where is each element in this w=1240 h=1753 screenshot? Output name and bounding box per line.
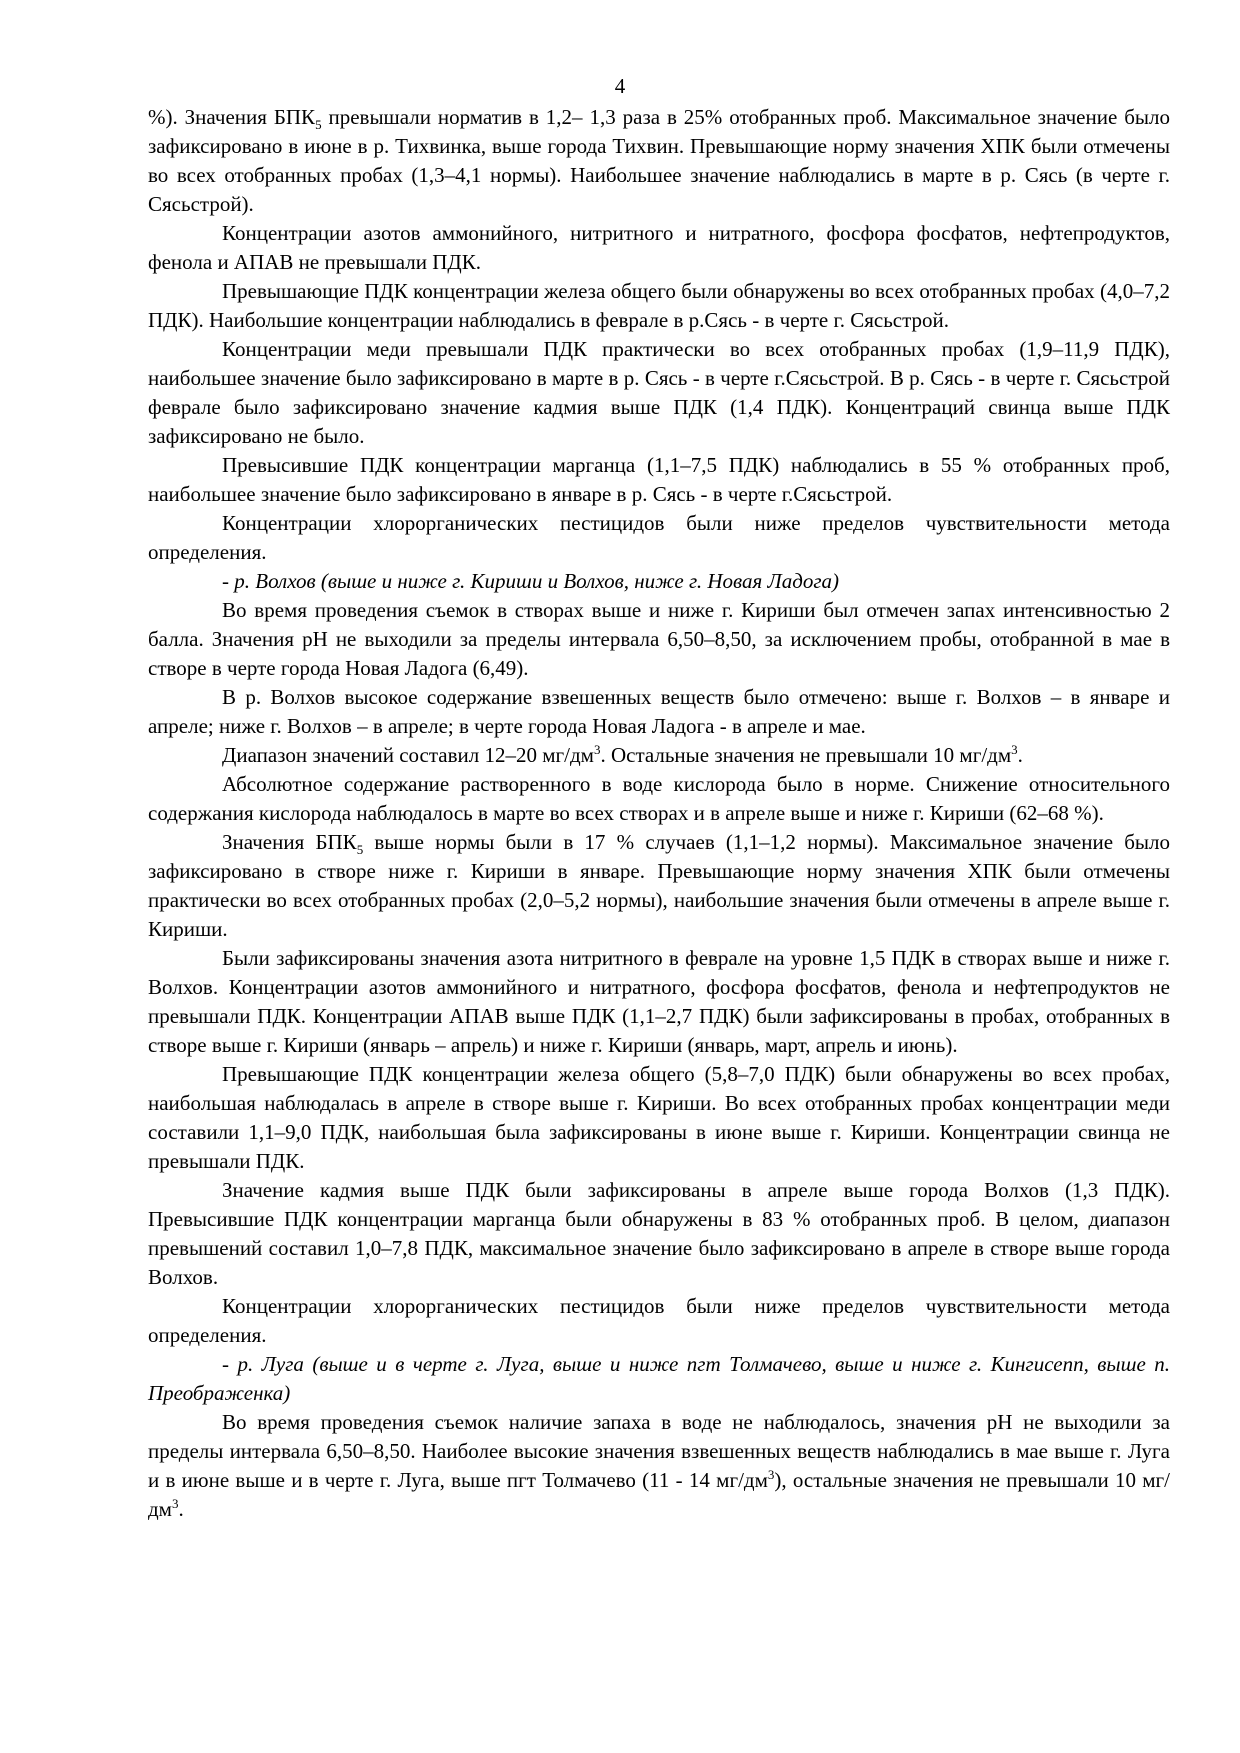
text-run: %). Значения БПК	[148, 105, 316, 129]
text-run: выше нормы были в 17 % случаев (1,1–1,2 нормы). Максимальное значение было зафиксировано в створе ниже г. Кириши в январе. Превышающие норму значения ХПК были отмечены практически во всех отобранных пробах (2,0–5,2 нормы), наибольшие значения были отмечены в апреле выше г. Кириши.	[148, 830, 1170, 941]
paragraph	[148, 219, 1170, 277]
text-run: Концентрации хлорорганических пестицидов были ниже пределов чувствительности метода определения.	[148, 1294, 1170, 1347]
superscript: 3	[1011, 742, 1018, 757]
paragraph	[148, 509, 1170, 567]
text-run: Концентрации азотов аммонийного, нитритного и нитратного, фосфора фосфатов, нефтепродуктов, фенола и АПАВ не превышали ПДК.	[148, 221, 1170, 274]
superscript: 3	[593, 742, 601, 757]
paragraph	[148, 741, 1170, 770]
text-run: Во время проведения съемок наличие запаха в воде не наблюдалось, значения рН не выходили за пределы интервала 6,50–8,50. Наиболее высокие значения взвешенных веществ наблюдались в мае выше г. Луга и в июне выше и в черте г. Луга, выше пгт Толмачево (11 - 14 мг/дм	[148, 1410, 1170, 1492]
text-run: Абсолютное содержание растворенного в воде кислорода было в норме. Снижение относительного содержания кислорода наблюдалось в марте во всех створах и в апреле выше и ниже г. Кириши (62–68 %).	[148, 772, 1170, 825]
paragraph	[148, 1408, 1170, 1524]
paragraph	[148, 451, 1170, 509]
text-run: Значения БПК	[222, 830, 357, 854]
paragraph	[148, 277, 1170, 335]
superscript: 3	[171, 1496, 179, 1511]
paragraph	[148, 944, 1170, 1060]
text-run: Диапазон значений составил 12–20 мг/дм	[222, 743, 594, 767]
subscript: 5	[315, 117, 322, 133]
text-run: .	[178, 1497, 184, 1521]
paragraph	[148, 828, 1170, 944]
text-run: ), остальные значения не превышали 10 мг/дм	[148, 1468, 1170, 1521]
paragraph	[148, 103, 1170, 219]
text-run: Во время проведения съемок в створах выше и ниже г. Кириши был отмечен запах интенсивностью 2 балла. Значения рН не выходили за пределы интервала 6,50–8,50, за исключением пробы, отобранной в мае в створе в черте города Новая Ладога (6,49).	[148, 598, 1170, 680]
text-run: В р. Волхов высокое содержание взвешенных веществ было отмечено: выше г. Волхов – в январе и апреле; ниже г. Волхов – в апреле; в черте города Новая Ладога - в апреле и мае.	[148, 685, 1170, 738]
text-run: превышали норматив в 1,2– 1,3 раза в 25% отобранных проб. Максимальное значение было зафиксировано в июне в р. Тихвинка, выше города Тихвин. Превышающие норму значения ХПК были отмечены во всех отобранных пробах (1,3–4,1 нормы). Наибольшее значение наблюдались в марте в р. Сясь (в черте г. Сясьстрой).	[148, 105, 1170, 216]
text-run: Значение кадмия выше ПДК были зафиксированы в апреле выше города Волхов (1,3 ПДК). Превысившие ПДК концентрации марганца были обнаружены в 83 % отобранных проб. В целом, диапазон превышений составил 1,0–7,8 ПДК, максимальное значение было зафиксировано в апреле в створе выше города Волхов.	[148, 1178, 1170, 1289]
text-run: Концентрации меди превышали ПДК практически во всех отобранных пробах (1,9–11,9 ПДК), наибольшее значение было зафиксировано в марте в р. Сясь - в черте г.Сясьстрой. В р. Сясь - в черте г. Сясьстрой феврале было зафиксировано значение кадмия выше ПДК (1,4 ПДК). Концентраций свинца выше ПДК зафиксировано не было.	[148, 337, 1170, 448]
paragraph	[148, 770, 1170, 828]
text-run: - р. Волхов (выше и ниже г. Кириши и Волхов, ниже г. Новая Ладога)	[222, 569, 840, 593]
text-run: Были зафиксированы значения азота нитритного в феврале на уровне 1,5 ПДК в створах выше и ниже г. Волхов. Концентрации азотов аммонийного и нитратного, фосфора фосфатов, фенола и нефтепродуктов не превышали ПДК. Концентрации АПАВ выше ПДК (1,1–2,7 ПДК) были зафиксированы в пробах, отобранных в створе выше г. Кириши (январь – апрель) и ниже г. Кириши (январь, март, апрель и июнь).	[148, 946, 1170, 1057]
text-run: .	[1017, 743, 1023, 767]
paragraph	[148, 1292, 1170, 1350]
text-run: . Остальные значения не превышали 10 мг/дм	[600, 743, 1012, 767]
section-subheading	[148, 1350, 1170, 1408]
text-run: Концентрации хлорорганических пестицидов были ниже пределов чувствительности метода определения.	[148, 511, 1170, 564]
text-run: Превышающие ПДК концентрации железа общего (5,8–7,0 ПДК) были обнаружены во всех пробах, наибольшая наблюдалась в апреле в створе выше г. Кириши. Во всех отобранных пробах концентрации меди составили 1,1–9,0 ПДК, наибольшая была зафиксированы в июне выше г. Кириши. Концентрации свинца не превышали ПДК.	[148, 1062, 1170, 1173]
paragraph	[148, 1060, 1170, 1176]
superscript: 3	[767, 1467, 775, 1482]
paragraph	[148, 596, 1170, 683]
text-run: Превысившие ПДК концентрации марганца (1,1–7,5 ПДК) наблюдались в 55 % отобранных проб, наибольшее значение было зафиксировано в январе в р. Сясь - в черте г.Сясьстрой.	[148, 453, 1170, 506]
document-body	[148, 103, 1170, 1524]
text-run: - р. Луга (выше и в черте г. Луга, выше и ниже пгт Толмачево, выше и ниже г. Кингисепп, выше п. Преображенка)	[148, 1352, 1170, 1405]
page-number: 4	[614, 74, 626, 98]
subscript: 5	[356, 842, 364, 858]
paragraph	[148, 335, 1170, 451]
text-run: Превышающие ПДК концентрации железа общего были обнаружены во всех отобранных пробах (4,0–7,2 ПДК). Наибольшие концентрации наблюдались в феврале в р.Сясь - в черте г. Сясьстрой.	[148, 279, 1170, 332]
paragraph	[148, 1176, 1170, 1292]
section-subheading	[148, 567, 1170, 596]
paragraph	[148, 683, 1170, 741]
